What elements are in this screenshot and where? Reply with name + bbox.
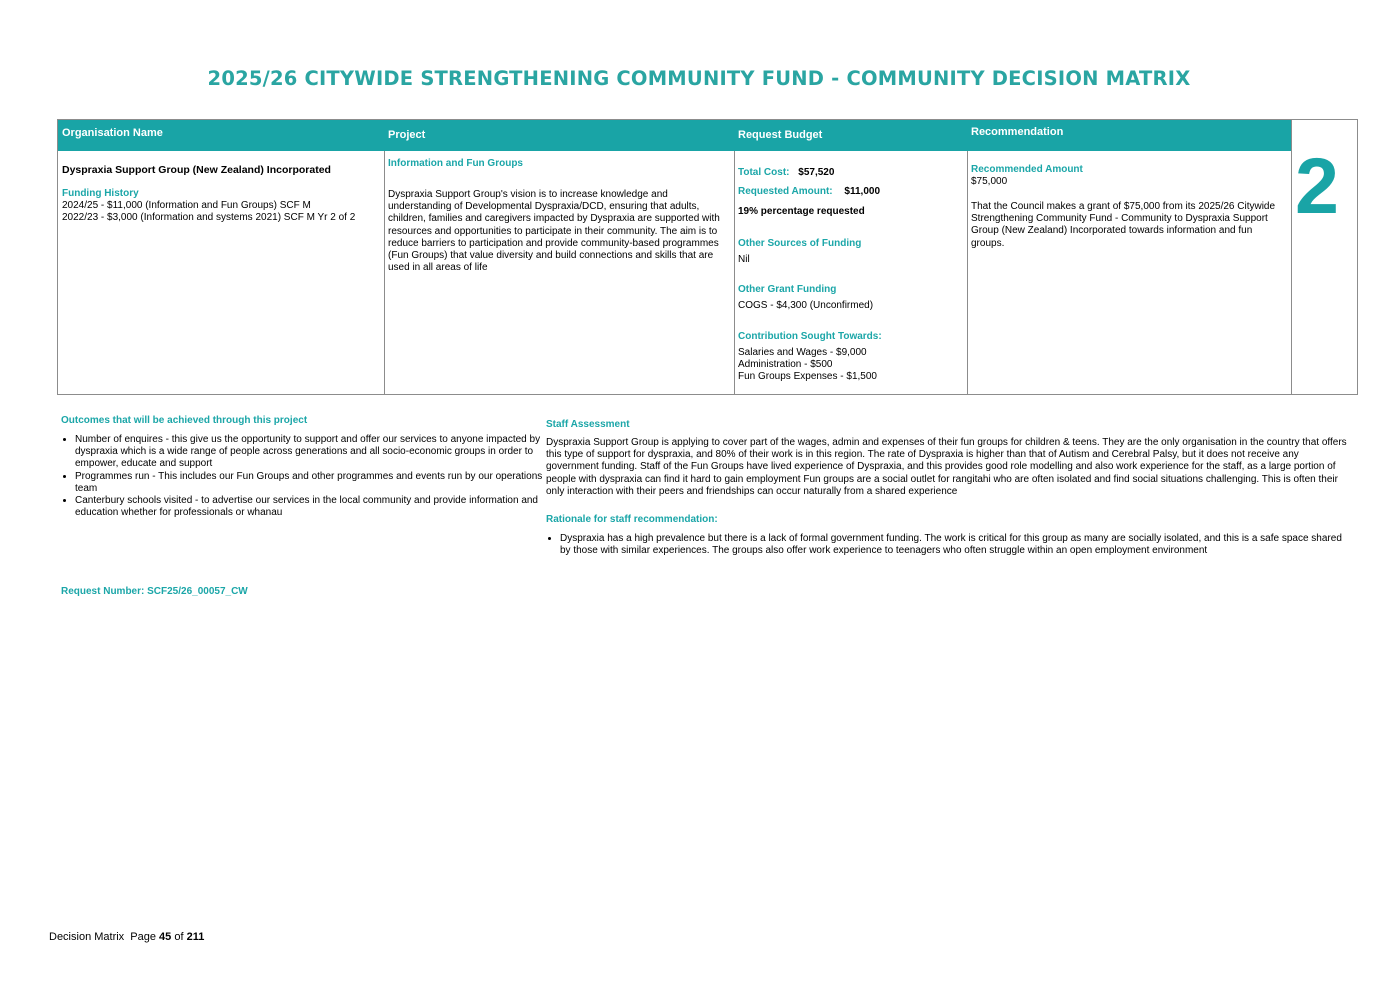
budget-header-label: Request Budget (738, 129, 823, 141)
recommendation-text: That the Council makes a grant of $75,000 from its 2025/26 Citywide Strengthening Community Fund - Community to Dyspraxia Support Group (New Zealand) Incorporated towards information and fun groups. (971, 201, 1276, 249)
list-item: • Number of enquires - this give us the opportunity to support and offer our services to anyone impacted by dyspraxia which is a wide range of people across generations and all socio-economic groups in order to empower, educate and support (75, 434, 551, 471)
project-name: Information and Fun Groups (388, 158, 523, 169)
requested-amount-row (738, 186, 880, 198)
organisation-header (58, 120, 384, 151)
other-grant-value: COGS - $4,300 (Unconfirmed) (738, 300, 874, 311)
other-sources-label: Other Sources of Funding (738, 238, 862, 249)
recommendation-column (967, 120, 1292, 394)
funding-history-label: Funding History (62, 188, 139, 199)
contribution-item: Administration - $500 (738, 359, 833, 370)
priority-number: 2 (1295, 141, 1339, 230)
list-item: • Programmes run - This includes our Fun Groups and other programmes and events run by our operations team (75, 471, 551, 495)
project-header (384, 120, 734, 151)
recommendation-header-label: Recommendation (971, 126, 1064, 138)
page-title: 2025/26 CITYWIDE STRENGTHENING COMMUNITY FUND - COMMUNITY DECISION MATRIX (207, 67, 1191, 90)
recommended-amount-value: $75,000 (971, 176, 1008, 187)
project-header-label: Project (388, 129, 426, 141)
contribution-item: Salaries and Wages - $9,000 (738, 347, 867, 358)
recommended-amount-label: Recommended Amount (971, 164, 1083, 175)
contribution-label: Contribution Sought Towards: (738, 331, 882, 342)
contribution-item: Fun Groups Expenses - $1,500 (738, 371, 877, 382)
request-number: Request Number: SCF25/26_00057_CW (61, 586, 248, 597)
other-grant-label: Other Grant Funding (738, 284, 837, 295)
footer-total-pages: 211 (186, 931, 205, 943)
list-item: • Canterbury schools visited - to advertise our services in the local community and provide information and education whether for professionals or whanau (75, 495, 551, 519)
total-cost-label: Total Cost: (738, 167, 790, 178)
total-cost-row (738, 167, 834, 179)
footer-page-number: 45 (159, 931, 172, 943)
requested-amount-label: Requested Amount: (738, 186, 833, 197)
funding-history-item: 2024/25 - $11,000 (Information and Fun Groups) SCF M (62, 200, 311, 211)
organisation-column (58, 120, 385, 394)
list-item: • Dyspraxia has a high prevalence but there is a lack of formal government funding. The work is critical for this group as many are socially isolated, and this is a safe space shared by those with similar experiences. The groups also offer work experience to teenagers who often struggle within an open employment environment (560, 533, 1350, 557)
other-sources-value: Nil (738, 254, 750, 265)
recommendation-header (967, 120, 1291, 151)
organisation-header-label: Organisation Name (62, 127, 163, 139)
percentage-requested: 19% percentage requested (738, 206, 865, 217)
rationale-list (546, 533, 1350, 557)
project-column (384, 120, 735, 394)
staff-assessment-heading: Staff Assessment (546, 419, 630, 430)
budget-header (734, 120, 967, 151)
project-description: Dyspraxia Support Group's vision is to increase knowledge and understanding of Developmental Dyspraxia/DCD, ensuring that adults, children, families and caregivers impacted by Dyspraxia are supported with resources and opportunities to participate in their community. The aim is to reduce barriers to participation and provide community-based programmes (Fun Groups) that value diversity and build connections and skills that are used in all areas of life (388, 189, 720, 274)
footer-of: of (171, 931, 187, 943)
funding-history-item: 2022/23 - $3,000 (Information and systems 2021) SCF M Yr 2 of 2 (62, 212, 356, 223)
footer-label: Decision Matrix Page (49, 931, 160, 943)
page-footer (49, 931, 204, 943)
outcomes-heading: Outcomes that will be achieved through this project (61, 415, 308, 426)
outcomes-list (61, 434, 551, 519)
rationale-heading: Rationale for staff recommendation: (546, 514, 718, 525)
organisation-name: Dyspraxia Support Group (New Zealand) Incorporated (62, 164, 331, 176)
requested-amount-value: $11,000 (844, 186, 881, 197)
staff-assessment-text: Dyspraxia Support Group is applying to cover part of the wages, admin and expenses of their fun groups for children & teens. They are the only organisation in the country that offers this type of support for dyspraxia, and 80% of their work is in this region. The rate of Dyspraxia is higher than that of Autism and Cerebral Palsy, but it does not receive any government funding. Staff of the Fun Groups have lived experience of Dyspraxia, and this provides good role modelling and also work experience for the staff, as a large portion of people with dyspraxia can find it hard to gain employment Fun groups are a social outlet for rangitahi who are often isolated and find social situations challenging. This is often their only interaction with their peers and friendships can occur naturally from a shared experience (546, 437, 1347, 497)
total-cost-value: $57,520 (798, 167, 835, 178)
budget-column (734, 120, 968, 394)
decision-matrix-table (57, 119, 1358, 395)
